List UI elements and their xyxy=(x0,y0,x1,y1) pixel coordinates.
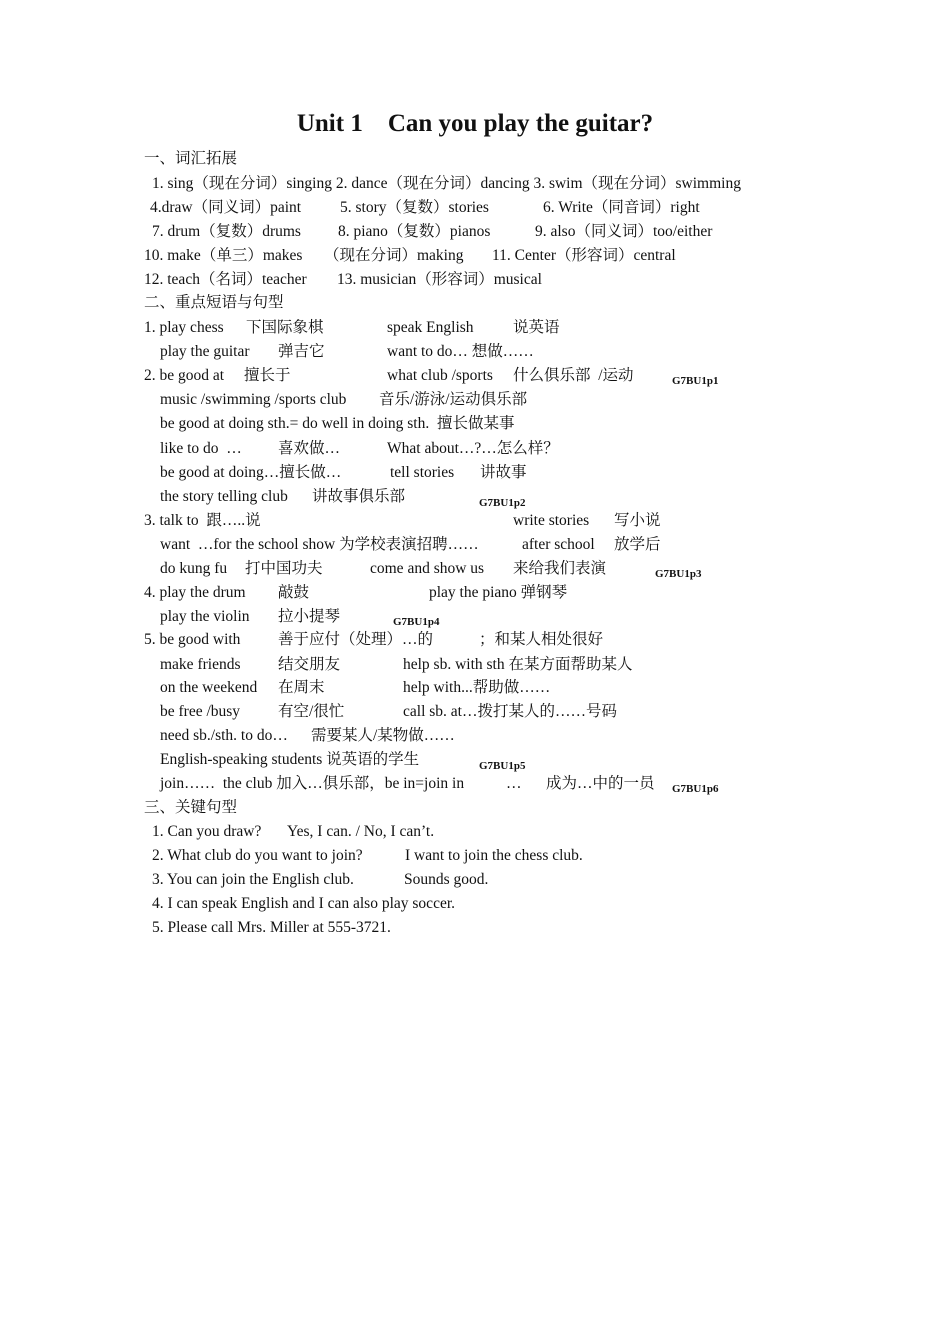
phrase-text: what club /sports xyxy=(387,367,493,384)
phrase-text: be good at doing…擅长做… xyxy=(160,464,342,481)
phrase-text: make friends xyxy=(160,656,241,673)
sentence-text: Yes, I can. / No, I can’t. xyxy=(287,823,435,840)
vocab-line-2 xyxy=(150,197,850,219)
phrase-text: 1. play chess xyxy=(144,319,224,336)
vocab-item: 7. drum（复数）drums xyxy=(152,223,301,240)
phrase-text: 4. play the drum xyxy=(144,584,246,601)
phrase-text: play the guitar xyxy=(160,343,250,360)
vocab-line-3 xyxy=(152,221,852,243)
phrase-text: help with...帮助做…… xyxy=(403,679,551,696)
vocab-line-5 xyxy=(144,269,844,291)
vocab-item: （现在分词）making xyxy=(324,247,464,264)
phrase-text: music /swimming /sports club xyxy=(160,391,347,408)
phrase-text: speak English xyxy=(387,319,474,336)
phrase-text: 5. be good with xyxy=(144,631,241,648)
key-sentence: 5. Please call Mrs. Miller at 555-3721. xyxy=(152,919,391,936)
key-sentence xyxy=(152,821,852,843)
phrase-text: 2. be good at xyxy=(144,367,225,384)
phrase-row xyxy=(160,677,860,699)
phrase-text: like to do … xyxy=(160,440,242,457)
phrase-text: 下国际象棋 xyxy=(246,319,324,336)
phrase-text: 弹吉它 xyxy=(278,343,325,360)
phrase-row xyxy=(160,462,860,484)
vocab-item: 4.draw（同义词）paint xyxy=(150,199,302,216)
phrase-text: 善于应付（处理）…的 xyxy=(278,631,434,648)
key-sentence xyxy=(152,845,852,867)
vocab-item: 8. piano（复数）pianos xyxy=(338,223,491,240)
sentence-text: 1. Can you draw? xyxy=(152,823,262,840)
page-code: G7BU1p1 xyxy=(672,375,719,387)
page-code: G7BU1p3 xyxy=(655,568,702,580)
phrase-row xyxy=(144,510,844,532)
phrase-row xyxy=(160,654,860,676)
phrase-text: 擅长于 xyxy=(244,367,291,384)
phrase-row xyxy=(160,438,860,460)
sentence-text: Sounds good. xyxy=(404,871,489,888)
phrase-text: on the weekend xyxy=(160,679,258,696)
phrase-text: What about…?…怎么样？ xyxy=(387,440,559,457)
phrase-row xyxy=(160,773,860,795)
sentence-text: 3. You can join the English club. xyxy=(152,871,354,888)
phrase-text: play the violin xyxy=(160,608,250,625)
sentence-text: I want to join the chess club. xyxy=(405,847,583,864)
phrase-text: do kung fu xyxy=(160,560,228,577)
vocab-item: 12. teach（名词）teacher xyxy=(144,271,307,288)
phrase-text: need sb./sth. to do… xyxy=(160,727,288,744)
phrase-text: want to do… 想做…… xyxy=(387,343,534,360)
phrase-row xyxy=(160,389,860,411)
phrase-row xyxy=(144,629,844,651)
phrase-text: tell stories xyxy=(390,464,455,481)
page-code: G7BU1p6 xyxy=(672,783,719,795)
phrase-text: 喜欢做… xyxy=(278,440,341,457)
section-heading-sentences: 三、关键句型 xyxy=(144,799,238,816)
phrase-row xyxy=(160,701,860,723)
phrase-text: ；和某人相处很好 xyxy=(479,631,604,648)
key-sentence: 4. I can speak English and I can also play soccer. xyxy=(152,895,456,912)
phrase-text: call sb. at…拨打某人的……号码 xyxy=(403,703,617,720)
phrase-text: 需要某人/某物做…… xyxy=(311,727,455,744)
section-heading-vocab: 一、词汇拓展 xyxy=(144,150,238,167)
phrase-row xyxy=(160,606,860,628)
phrase-text: help sb. with sth 在某方面帮助某人 xyxy=(403,656,633,673)
page-title: Unit 1 Can you play the guitar? xyxy=(296,110,654,137)
vocab-item: 6. Write（同音词）right xyxy=(543,199,700,216)
phrase-text: 讲故事俱乐部 xyxy=(312,488,406,505)
phrase-text: want …for the school show 为学校表演招聘…… xyxy=(160,536,479,553)
phrase-text: 什么俱乐部 /运动 xyxy=(513,367,634,384)
page-code: G7BU1p5 xyxy=(479,760,526,772)
phrase-text: 说英语 xyxy=(513,319,560,336)
phrase-text: be free /busy xyxy=(160,703,241,720)
vocab-item: 10. make（单三）makes xyxy=(144,247,303,264)
vocab-line-4 xyxy=(144,245,844,267)
phrase-text: join…… the club 加入…俱乐部，be in=join in xyxy=(160,775,465,792)
phrase-text: after school xyxy=(522,536,595,553)
vocab-item: 13. musician（形容词）musical xyxy=(337,271,542,288)
vocab-item: 9. also（同义词）too/either xyxy=(535,223,713,240)
vocab-item: 11. Center（形容词）central xyxy=(492,247,676,264)
phrase-row: English-speaking students 说英语的学生 xyxy=(160,751,420,768)
phrase-text: 成为…中的一员 xyxy=(546,775,655,792)
phrase-row xyxy=(144,365,844,387)
phrase-text: the story telling club xyxy=(160,488,288,505)
phrase-text: 敲鼓 xyxy=(278,584,310,601)
phrase-text: 3. talk to 跟…..说 xyxy=(144,512,261,529)
key-sentence xyxy=(152,869,852,891)
phrase-text: 有空/很忙 xyxy=(278,703,345,720)
phrase-text: 打中国功夫 xyxy=(245,560,323,577)
phrase-row xyxy=(144,582,844,604)
phrase-text: … xyxy=(506,775,522,792)
phrase-text: come and show us xyxy=(370,560,485,577)
phrase-text: 音乐/游泳/运动俱乐部 xyxy=(379,391,528,408)
phrase-text: 结交朋友 xyxy=(278,656,341,673)
phrase-text: play the piano 弹钢琴 xyxy=(429,584,568,601)
page-code: G7BU1p4 xyxy=(393,616,440,628)
phrase-text: 讲故事 xyxy=(480,464,527,481)
phrase-row xyxy=(144,317,844,339)
phrase-row xyxy=(160,534,860,556)
phrase-text: 在周末 xyxy=(278,679,325,696)
sentence-text: 2. What club do you want to join? xyxy=(152,847,363,864)
phrase-row xyxy=(160,725,860,747)
section-heading-phrases: 二、重点短语与句型 xyxy=(144,294,284,311)
phrase-text: 拉小提琴 xyxy=(278,608,341,625)
vocab-item: 5. story（复数）stories xyxy=(340,199,489,216)
page-code: G7BU1p2 xyxy=(479,497,526,509)
phrase-row: be good at doing sth.= do well in doing sth. 擅长做某事 xyxy=(160,415,515,432)
phrase-text: 来给我们表演 xyxy=(513,560,607,577)
phrase-row xyxy=(160,558,860,580)
phrase-text: write stories xyxy=(513,512,590,529)
phrase-text: 放学后 xyxy=(614,536,661,553)
phrase-row xyxy=(160,341,860,363)
phrase-text: 写小说 xyxy=(614,512,661,529)
vocab-line-1: 1. sing（现在分词）singing 2. dance（现在分词）dancing 3. swim（现在分词）swimming xyxy=(152,175,741,192)
